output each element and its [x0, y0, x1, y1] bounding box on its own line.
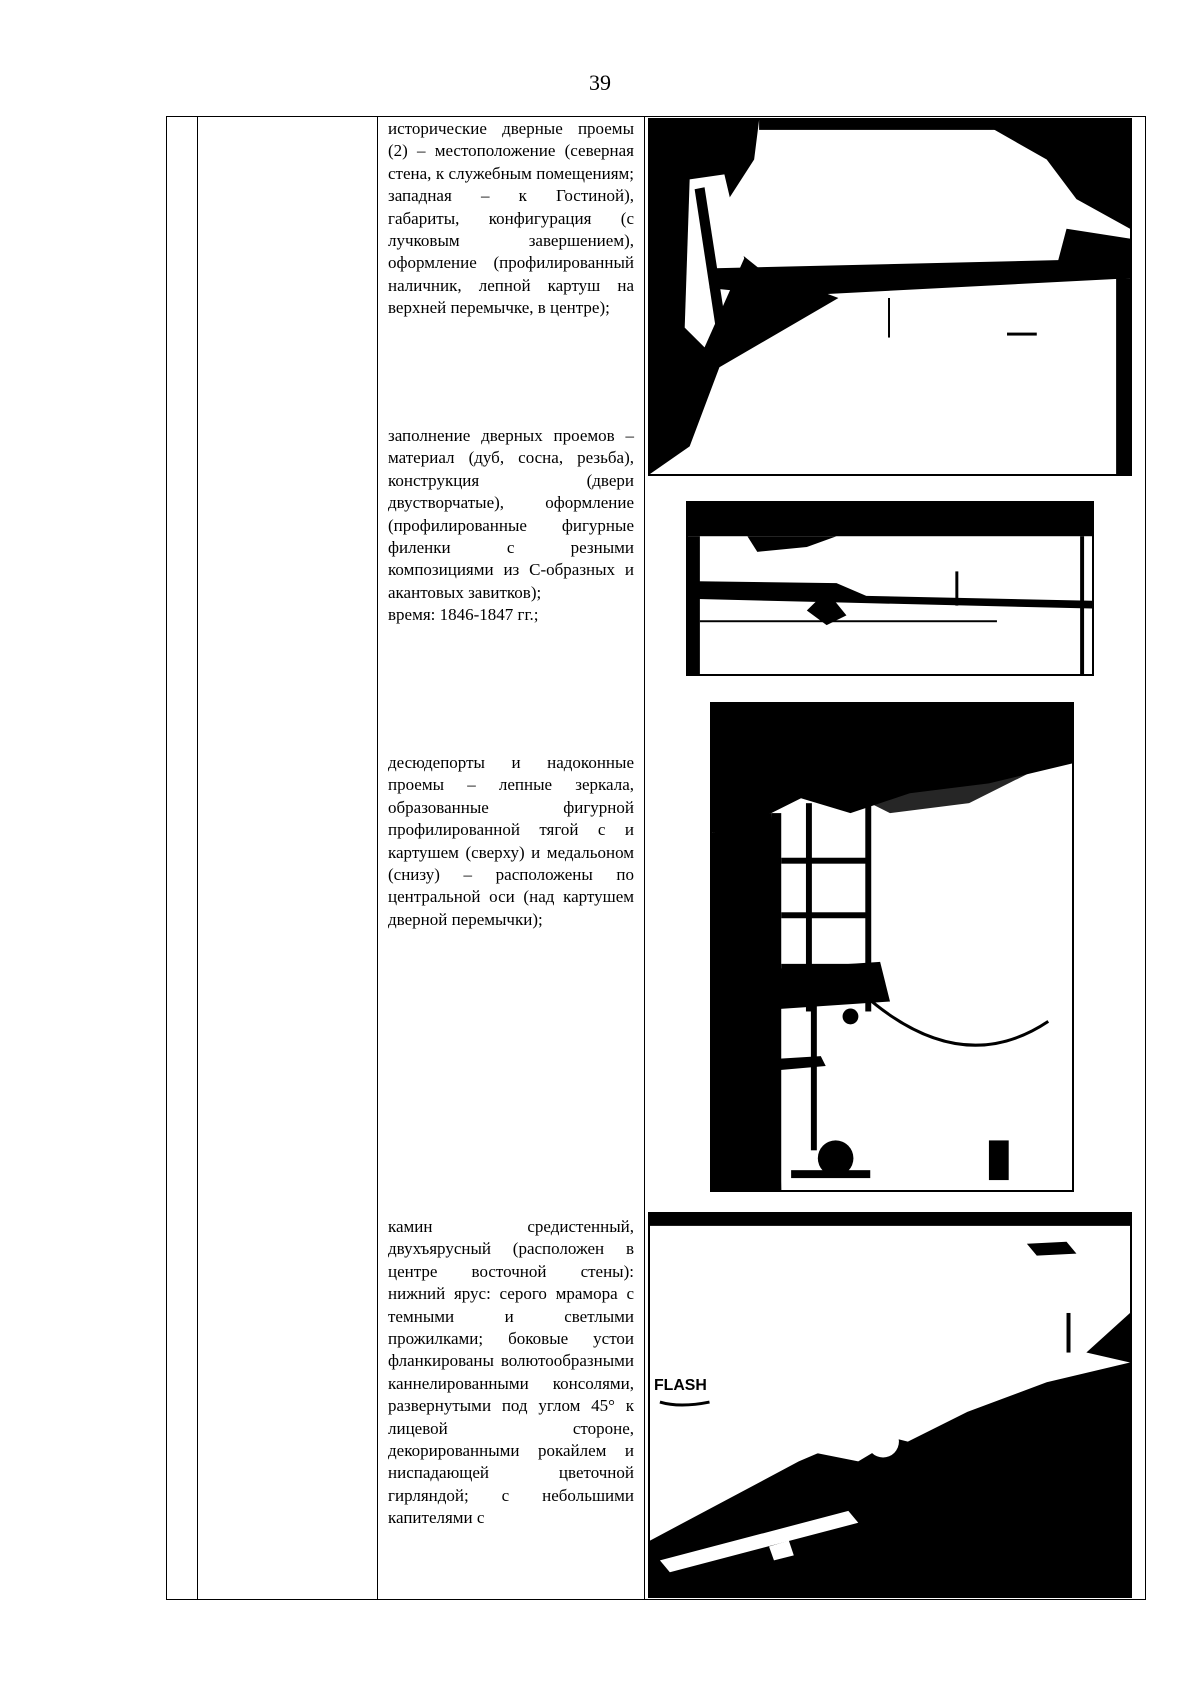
doorway-photo-image: [650, 120, 1130, 474]
section-sopraportas: десюдепорты и надоконные проемы – лепные зеркала, образованные фигурной профилированной тягой с и картушем (сверху) и медальоном (снизу) – расположены по центральной оси (над картушем дверной перемычки);: [388, 753, 634, 929]
section-door-filling: заполнение дверных проемов – материал (дуб, сосна, резьба), конструкция (двери двустворчатые), оформление (профилированные фигурные филенки с резными композициями из С-образных и акантовых завитков); время: 1846-1847 гг.;: [388, 426, 634, 625]
doorway-photo: [648, 118, 1132, 476]
fireplace-photo-image: [650, 1214, 1130, 1596]
section-historic-doorways: исторические дверные проемы (2) – местоположение (северная стена, к служебным помещениям; западная – к Гостиной), габариты, конфигурация (с лучковым завершением), оформление (профилированный наличник, лепной картуш на верхней перемычке, в центре);: [388, 119, 634, 318]
page-number: 39: [589, 70, 611, 95]
table-column-divider-1: [197, 117, 198, 1599]
fireplace-photo: [648, 1212, 1132, 1598]
sopraporta-photo: [710, 702, 1074, 1192]
flash-mark-label: FLASH: [653, 1377, 707, 1395]
table-column-divider-2: [377, 117, 378, 1599]
door-leaf-photo: [686, 501, 1094, 676]
table-column-divider-3: [644, 117, 645, 1599]
sopraporta-photo-image: [712, 704, 1072, 1190]
section-fireplace: камин средистенный, двухъярусный (расположен в центре восточной стены): нижний ярус: серого мрамора с темными и светлыми прожилками; боковые устои фланкированы волютообразными каннелированными консолями, развернутыми под углом 45° к лицевой стороне, декорированными рокайлем и ниспадающей цветочной гирляндой; с небольшими капителями с: [388, 1217, 634, 1528]
door-leaf-photo-image: [688, 503, 1092, 674]
